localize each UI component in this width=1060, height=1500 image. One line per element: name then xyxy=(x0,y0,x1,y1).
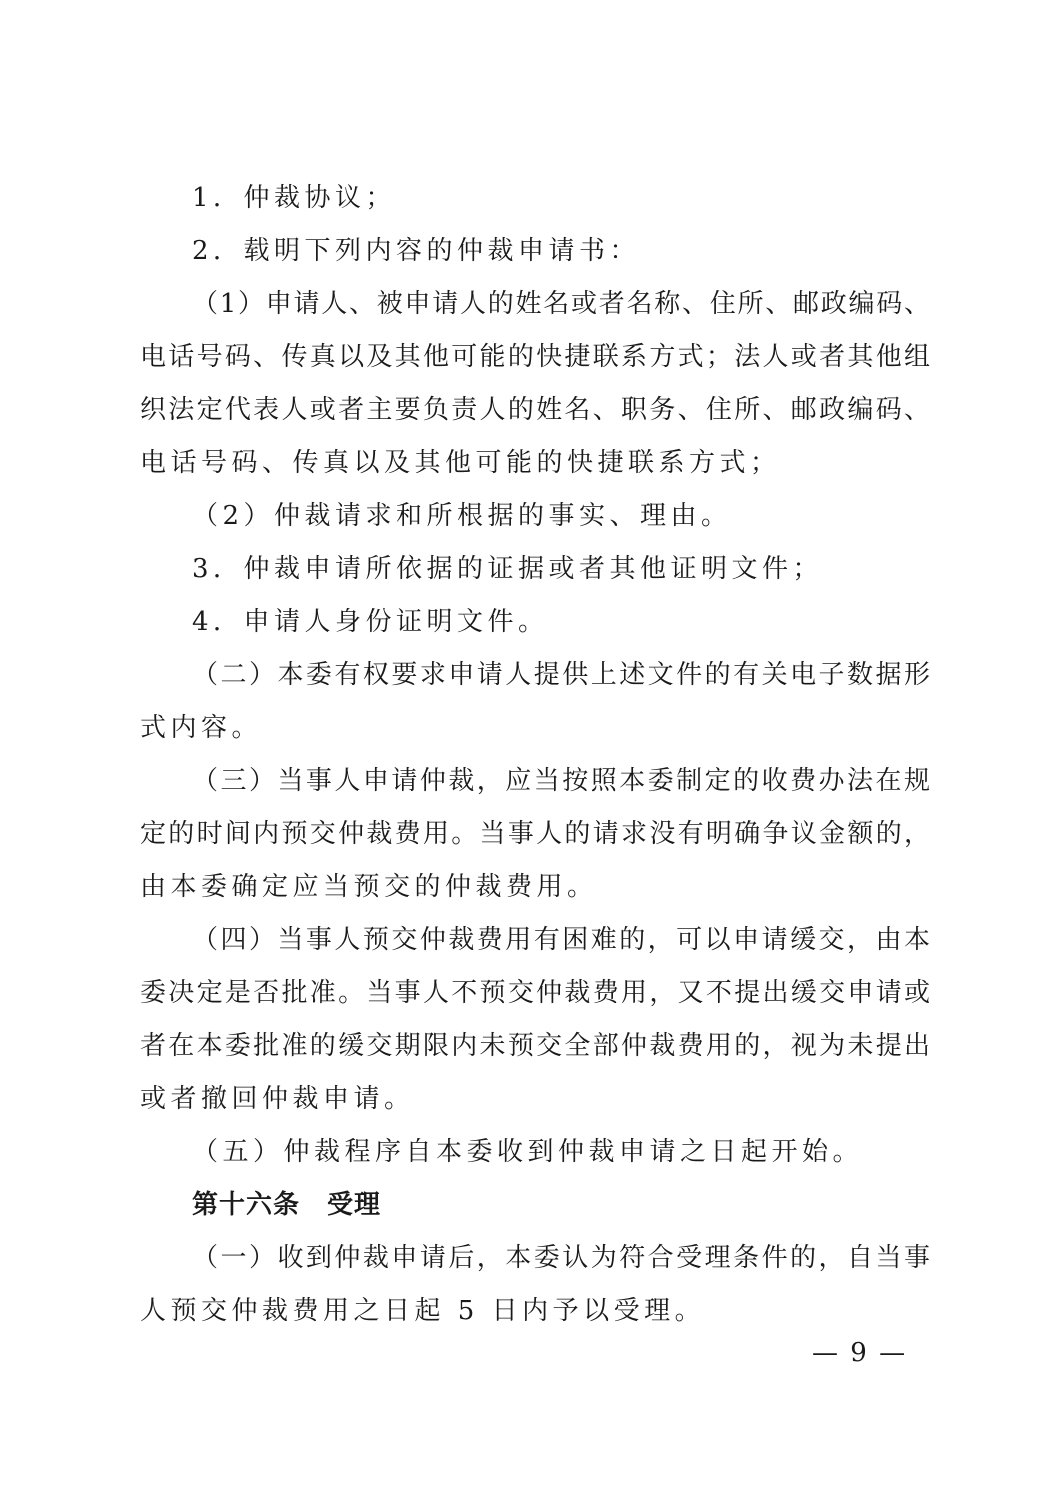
document-body xyxy=(140,172,930,1338)
paragraph-line: （2）仲裁请求和所根据的事实、理由。 xyxy=(192,501,732,531)
paragraph-line: 者在本委批准的缓交期限内未预交全部仲裁费用的，视为未提出 xyxy=(140,1031,930,1061)
paragraph-line: 4．申请人身份证明文件。 xyxy=(192,607,549,637)
paragraph-line: （四）当事人预交仲裁费用有困难的，可以申请缓交，由本 xyxy=(192,925,930,955)
paragraph-line: （1）申请人、被申请人的姓名或者名称、住所、邮政编码、 xyxy=(192,289,930,319)
paragraph-line: 定的时间内预交仲裁费用。当事人的请求没有明确争议金额的， xyxy=(140,819,930,849)
paragraph-line: （三）当事人申请仲裁，应当按照本委制定的收费办法在规 xyxy=(192,766,930,796)
paragraph-line: 1．仲裁协议； xyxy=(192,183,397,213)
page-number: — 9 — xyxy=(812,1338,908,1368)
paragraph-line: （五）仲裁程序自本委收到仲裁申请之日起开始。 xyxy=(192,1137,864,1167)
paragraph-line: 或者撤回仲裁申请。 xyxy=(140,1084,415,1114)
paragraph-line: 电话号码、传真以及其他可能的快捷联系方式； xyxy=(140,448,781,478)
article-heading: 第十六条 受理 xyxy=(192,1190,382,1220)
paragraph-line: 式内容。 xyxy=(140,713,263,743)
paragraph-line: 人预交仲裁费用之日起 5 日内予以受理。 xyxy=(140,1296,706,1326)
paragraph-line: 织法定代表人或者主要负责人的姓名、职务、住所、邮政编码、 xyxy=(140,395,930,425)
paragraph-line: （二）本委有权要求申请人提供上述文件的有关电子数据形 xyxy=(192,660,930,690)
paragraph-line: 委决定是否批准。当事人不预交仲裁费用，又不提出缓交申请或 xyxy=(140,978,930,1008)
paragraph-line: 电话号码、传真以及其他可能的快捷联系方式；法人或者其他组 xyxy=(140,342,930,372)
paragraph-line: 由本委确定应当预交的仲裁费用。 xyxy=(140,872,598,902)
paragraph-line: 3．仲裁申请所依据的证据或者其他证明文件； xyxy=(192,554,824,584)
paragraph-line: 2．载明下列内容的仲裁申请书： xyxy=(192,236,641,266)
paragraph-line: （一）收到仲裁申请后，本委认为符合受理条件的，自当事 xyxy=(192,1243,930,1273)
